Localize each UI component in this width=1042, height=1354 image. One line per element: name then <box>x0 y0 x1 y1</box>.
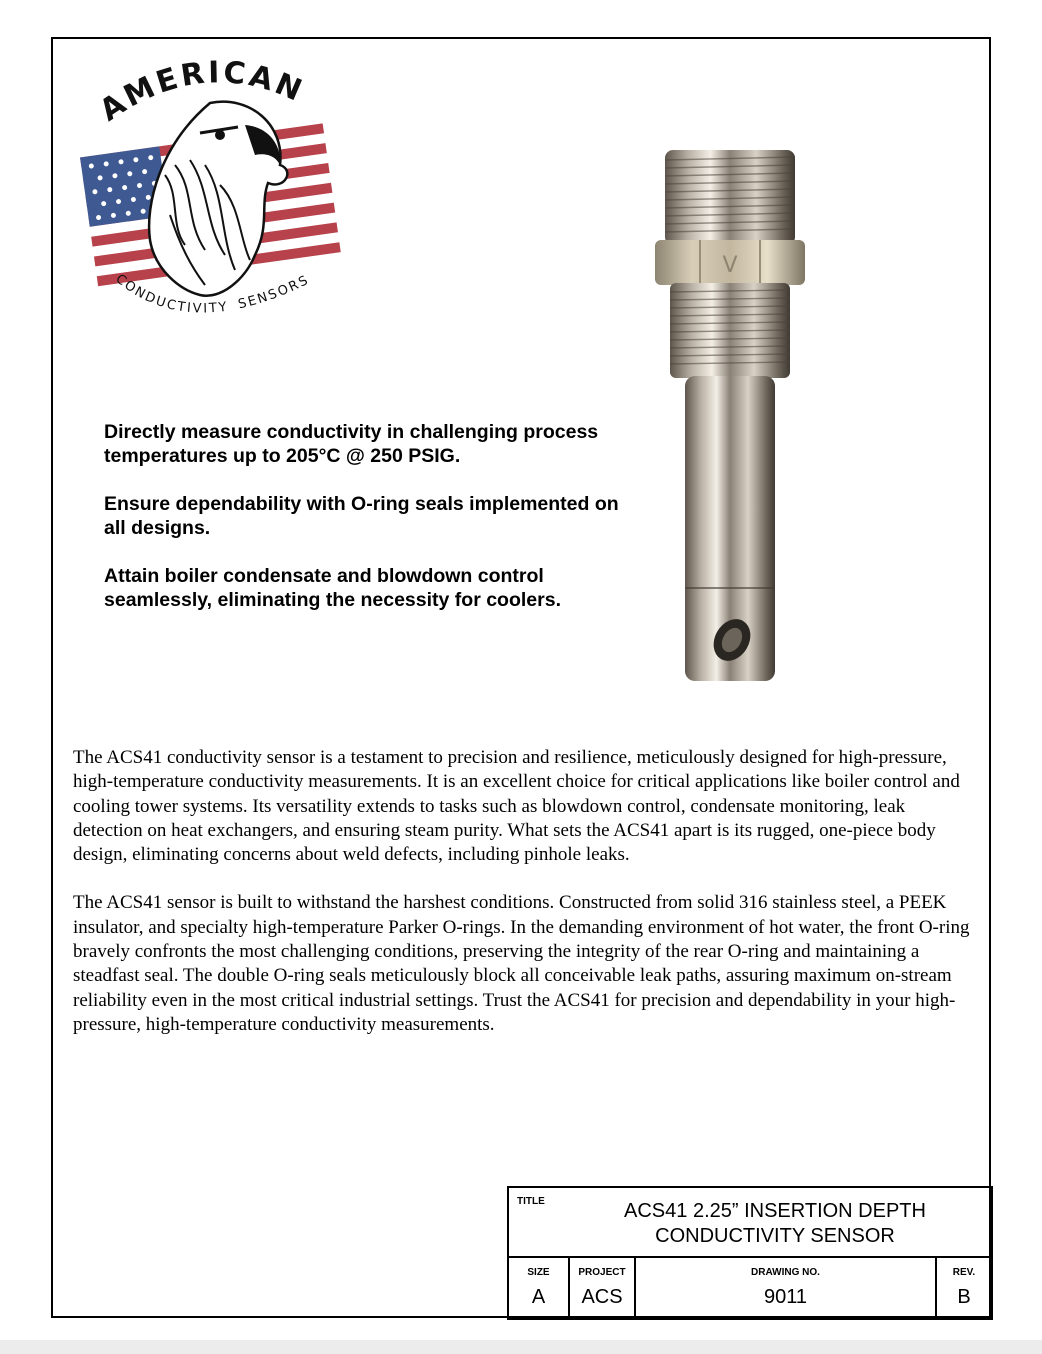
drawing-number-value: 9011 <box>763 1286 807 1308</box>
project-cell <box>570 1258 636 1320</box>
drawing-number-label: DRAWING NO. <box>751 1267 820 1278</box>
revision-label: REV. <box>952 1267 976 1278</box>
sensor-engraving: V <box>722 253 738 278</box>
company-logo <box>70 55 350 345</box>
description <box>73 746 973 1061</box>
logo-bottom-left-text: CONDUCTIVITY <box>112 271 230 317</box>
logo-bottom-right-text: SENSORS <box>236 272 313 313</box>
revision-value: B <box>957 1286 971 1308</box>
description-paragraph: The ACS41 sensor is built to withstand the harshest conditions. Constructed from solid 316 stainless steel, a PEEK insulator, and specialty high-temperature Parker O-rings. In the demanding environment of hot water, the front O-ring bravely confronts the most challenging conditions, preserving the integrity of the rear O-ring and maintaining a steadfast seal. The double O-ring seals meticulously block all conceivable leak paths, assuring maximum on-stream reliability even in the most critical industrial settings. Trust the ACS41 for precision and dependability in your high-pressure, high-temperature conductivity measurements. <box>73 892 970 1035</box>
project-value: ACS <box>581 1286 623 1308</box>
size-value: A <box>531 1286 546 1308</box>
product-image <box>640 140 840 690</box>
title-row <box>509 1188 991 1258</box>
title-block <box>507 1186 993 1320</box>
logo-top-text: AMERICAN <box>93 55 310 129</box>
title-label: TITLE <box>517 1196 545 1207</box>
revision-cell <box>937 1258 991 1320</box>
project-label: PROJECT <box>578 1267 626 1278</box>
size-label: SIZE <box>527 1267 550 1278</box>
svg-text:SENSORS <box>237 273 312 313</box>
eagle-flag-logo-icon <box>70 55 350 345</box>
feature-highlight: Attain boiler condensate and blowdown control seamlessly, eliminating the necessity for coolers. <box>104 565 561 611</box>
feature-highlights <box>104 420 624 636</box>
document-title <box>569 1199 981 1249</box>
feature-highlight: Directly measure conductivity in challenging process temperatures up to 205°C @ 250 PSIG. <box>104 421 599 467</box>
description-paragraph: The ACS41 conductivity sensor is a testament to precision and resilience, meticulously designed for high-pressure, high-temperature conductivity measurements. It is an excellent choice for critical applications like boiler control and cooling tower systems. Its versatility extends to tasks such as blowdown control, condensate monitoring, leak detection on heat exchangers, and ensuring steam purity. What sets the ACS41 apart is its rugged, one-piece body design, eliminating concerns about weld defects, including pinhole leaks. <box>73 747 960 866</box>
title-line-2: CONDUCTIVITY SENSOR <box>655 1225 895 1247</box>
bottom-strip <box>0 1340 1042 1354</box>
feature-highlight: Ensure dependability with O-ring seals implemented on all designs. <box>104 493 619 539</box>
drawing-number-cell <box>636 1258 937 1320</box>
sensor-icon <box>640 140 840 690</box>
title-line-1: ACS41 2.25” INSERTION DEPTH <box>624 1200 926 1222</box>
size-cell <box>509 1258 570 1320</box>
